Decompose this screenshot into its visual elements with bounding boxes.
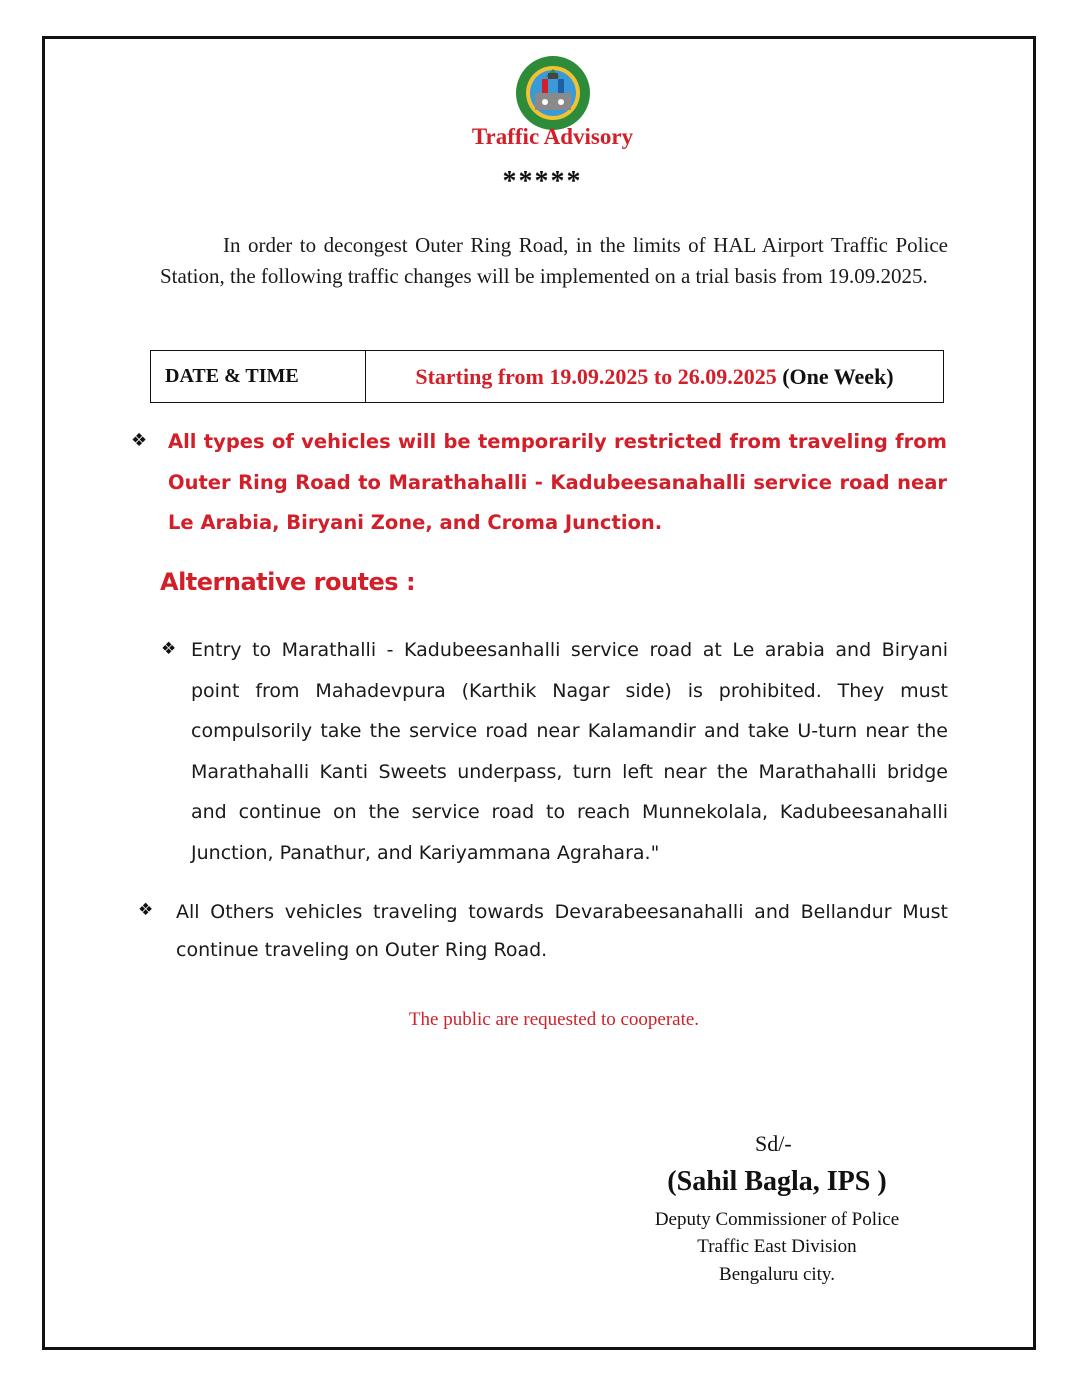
date-time-label: DATE & TIME (151, 351, 366, 403)
diamond-bullet-icon: ❖ (138, 900, 154, 920)
alternative-route-item: All Others vehicles traveling towards Devarabeesanahalli and Bellandur Must continue traveling on Outer Ring Road. (176, 901, 948, 961)
restriction-notice: All types of vehicles will be temporarily restricted from traveling from Outer Ring Road to Marathahalli - Kadubeesanahalli service road near Le Arabia, Biryani Zone, and Croma Junction. (168, 430, 947, 534)
title-separator: ***** (502, 166, 583, 197)
date-time-value (366, 351, 944, 403)
signer-division: Traffic East Division (697, 1236, 857, 1257)
signature-mark: Sd/- (755, 1131, 792, 1156)
signer-name: (Sahil Bagla, IPS ) (667, 1166, 887, 1197)
intro-paragraph: In order to decongest Outer Ring Road, in the limits of HAL Airport Traffic Police Station, the following traffic changes will be implemented on a trial basis from 19.09.2025. (160, 233, 948, 288)
advisory-title: Traffic Advisory (471, 124, 634, 149)
signer-designation: Deputy Commissioner of Police (654, 1209, 900, 1230)
diamond-bullet-icon: ❖ (131, 430, 148, 451)
bengaluru-traffic-police-emblem-icon (515, 55, 591, 131)
date-range: Starting from 19.09.2025 to 26.09.2025 (415, 363, 777, 389)
diamond-bullet-icon: ❖ (161, 639, 177, 659)
alternative-route-item: Entry to Marathalli - Kadubeesanhalli service road at Le arabia and Biryani point from Mahadevpura (Karthik Nagar side) is prohibited. They must compulsorily take the service road near Kalamandir and take U-turn near the Marathahalli Kanti Sweets underpass, turn left near the Marathahalli bridge and continue on the service road to reach Munnekolala, Kadubeesanahalli Junction, Panathur, and Kariyammana Agrahara." (191, 639, 948, 864)
signer-city: Bengaluru city. (719, 1264, 835, 1285)
duration-note: (One Week) (782, 363, 894, 389)
date-time-table (150, 350, 944, 403)
closing-request: The public are requested to cooperate. (408, 1009, 700, 1030)
alternative-routes-heading: Alternative routes : (160, 568, 416, 596)
